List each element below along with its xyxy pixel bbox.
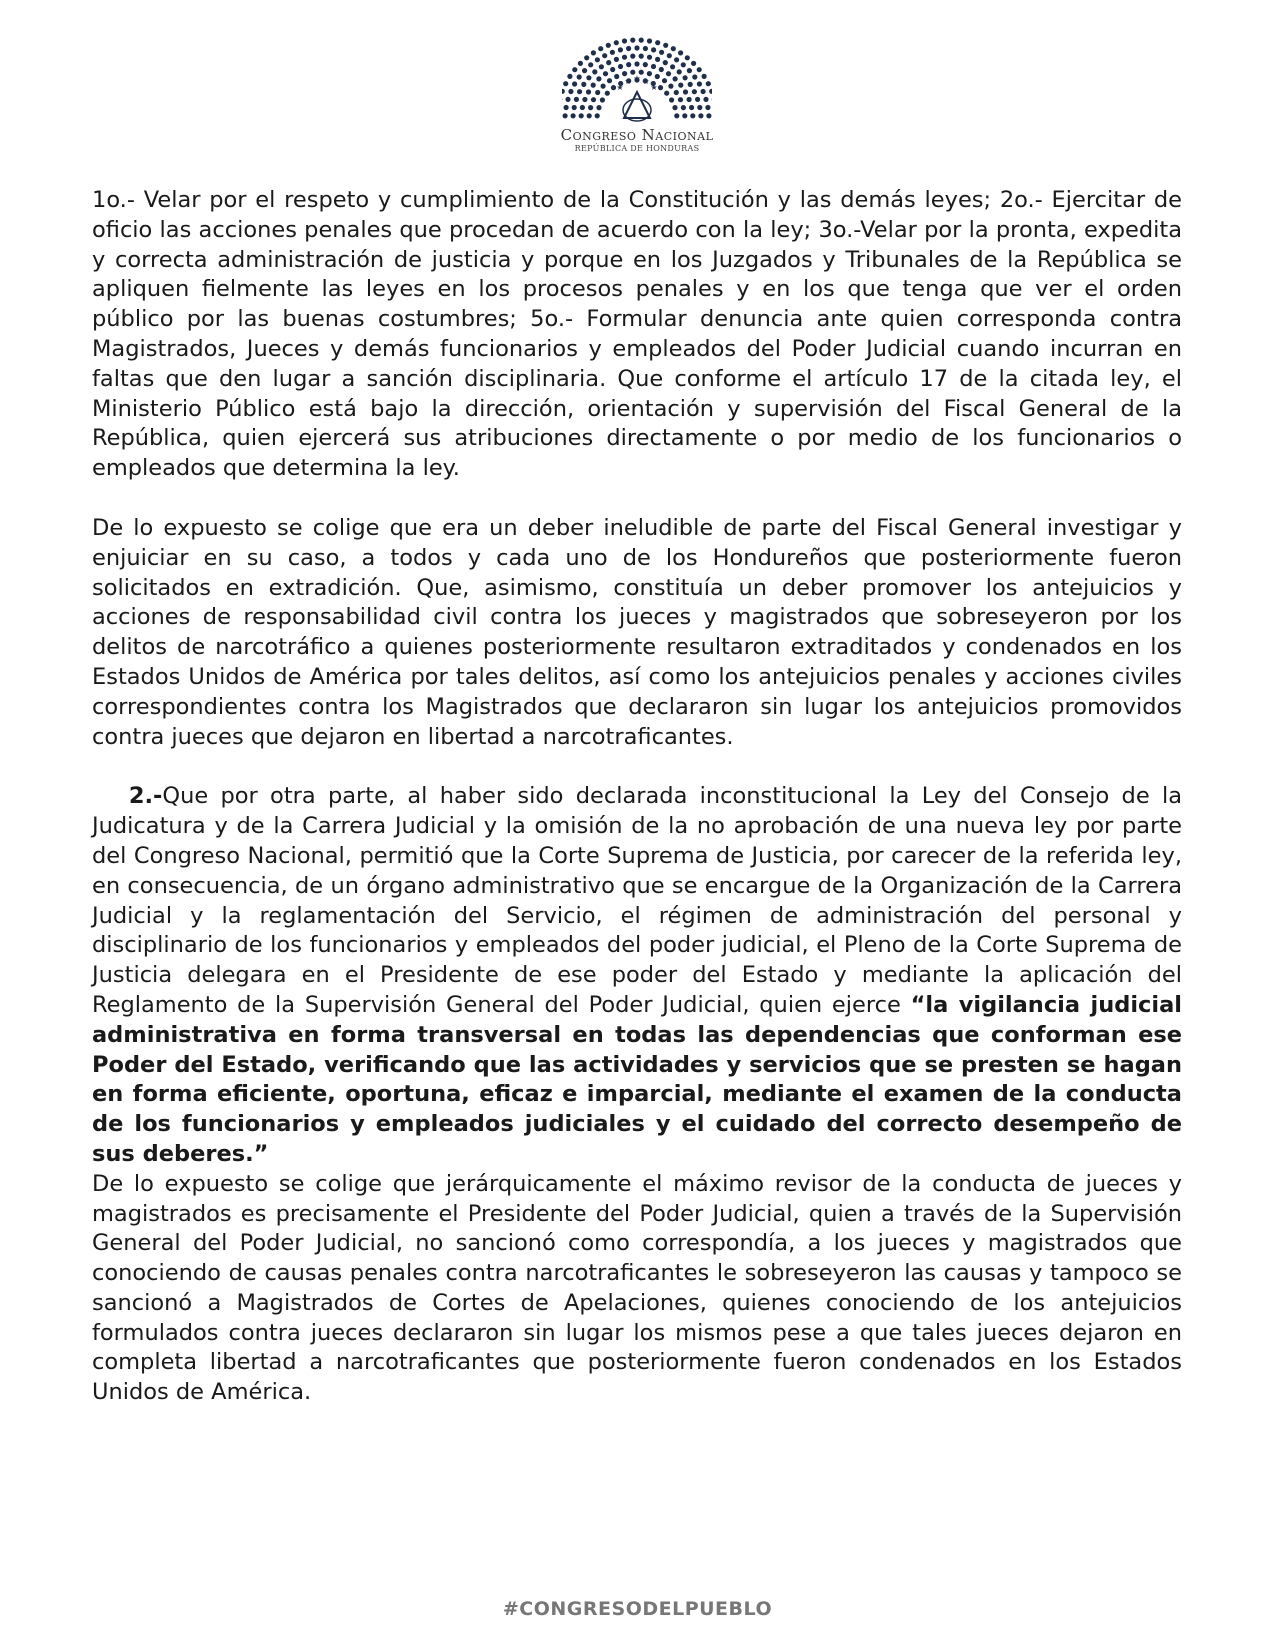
paragraph-point-2 (92, 782, 1182, 1169)
paragraph-duties: 1o.- Velar por el respeto y cumplimiento de la Constitución y las demás leyes; 2o.- Ejercitar de oficio las acciones penales que procedan de acuerdo con la ley; 3o.-Velar por la pronta, expedita y correcta administración de justicia y porque en los Juzgados y Tribunales de la República se apliquen fielmente las leyes en los procesos penales y en los que tenga que ver el orden público por las buenas costumbres; 5o.- Formular denuncia ante quien corresponda contra Magistrados, Jueces y demás funcionarios y empleados del Poder Judicial cuando incurran en faltas que den lugar a sanción disciplinaria. Que conforme el artículo 17 de la citada ley, el Ministerio Público está bajo la dirección, orientación y supervisión del Fiscal General de la República, quien ejercerá sus atribuciones directamente o por medio de los funcionarios o empleados que determina la ley. (92, 187, 1182, 482)
document-body (92, 186, 1182, 1408)
org-subtitle: REPÚBLICA DE HONDURAS (574, 144, 700, 153)
footer-hashtag: #CONGRESODELPUEBLO (502, 1598, 773, 1620)
paragraph-conclusion: De lo expuesto se colige que jerárquicamente el máximo revisor de la conducta de jueces y magistrados es precisamente el Presidente del Poder Judicial, quien a través de la Supervisión General del Poder Judicial, no sancionó como correspondía, a los jueces y magistrados que conociendo de causas penales contra narcotraficantes le sobreseyeron las causas y tampoco se sancionó a Magistrados de Cortes de Apelaciones, quienes conociendo de los antejuicios formulados contra jueces declararon sin lugar los mismos pese a que tales jueces dejaron en completa libertad a narcotraficantes que posteriormente fueron condenados en los Estados Unidos de América. (92, 1170, 1182, 1406)
svg-text:★: ★ (642, 77, 650, 86)
svg-text:★: ★ (650, 83, 658, 92)
hemicycle-emblem-icon (562, 34, 712, 124)
point-number: 2.- (128, 783, 163, 810)
regulation-quote: “la vigilancia judicial administrativa en forma transversal en todas las dependencias que conforman ese Poder del Estado, verificando que las actividades y servicios que se presten se hagan en forma eficiente, oportuna, eficaz e imparcial, mediante el examen de la conducta de los funcionarios y empleados judiciales y el cuidado del correcto desempeño de sus deberes.” (92, 991, 1182, 1167)
congress-logo (537, 34, 737, 166)
svg-text:★: ★ (624, 77, 632, 86)
org-name: Congreso Nacional (560, 126, 714, 144)
paragraph-fiscal-duty: De lo expuesto se colige que era un deber ineludible de parte del Fiscal General investigar y enjuiciar en su caso, a todos y cada uno de los Hondureños que posteriormente fueron solicitados en extradición. Que, asimismo, constituía un deber promover los antejuicios y acciones de responsabilidad civil contra los jueces y magistrados que sobreseyeron por los delitos de narcotráfico a quienes posteriormente resultaron extraditados y condenados en los Estados Unidos de América por tales delitos, así como los antejuicios penales y acciones civiles correspondientes contra los Magistrados que declararon sin lugar los antejuicios promovidos contra jueces que dejaron en libertad a narcotraficantes. (92, 514, 1182, 750)
point-2-text: Que por otra parte, al haber sido declarada inconstitucional la Ley del Consejo de la Judicatura y de la Carrera Judicial y la omisión de la no aprobación de una nueva ley por parte del Congreso Nacional, permitió que la Corte Suprema de Justicia, por carecer de la referida ley, en consecuencia, de un órgano administrativo que se encargue de la Organización de la Carrera Judicial y la reglamentación del Servicio, el régimen de administración del personal y disciplinario de los funcionarios y empleados del poder judicial, el Pleno de la Corte Suprema de Justicia delegara en el Presidente de ese poder del Estado y mediante la aplicación del Reglamento de la Supervisión General del Poder Judicial, quien ejerce (92, 783, 1182, 1018)
svg-text:★: ★ (633, 74, 641, 83)
svg-text:★: ★ (616, 83, 624, 92)
